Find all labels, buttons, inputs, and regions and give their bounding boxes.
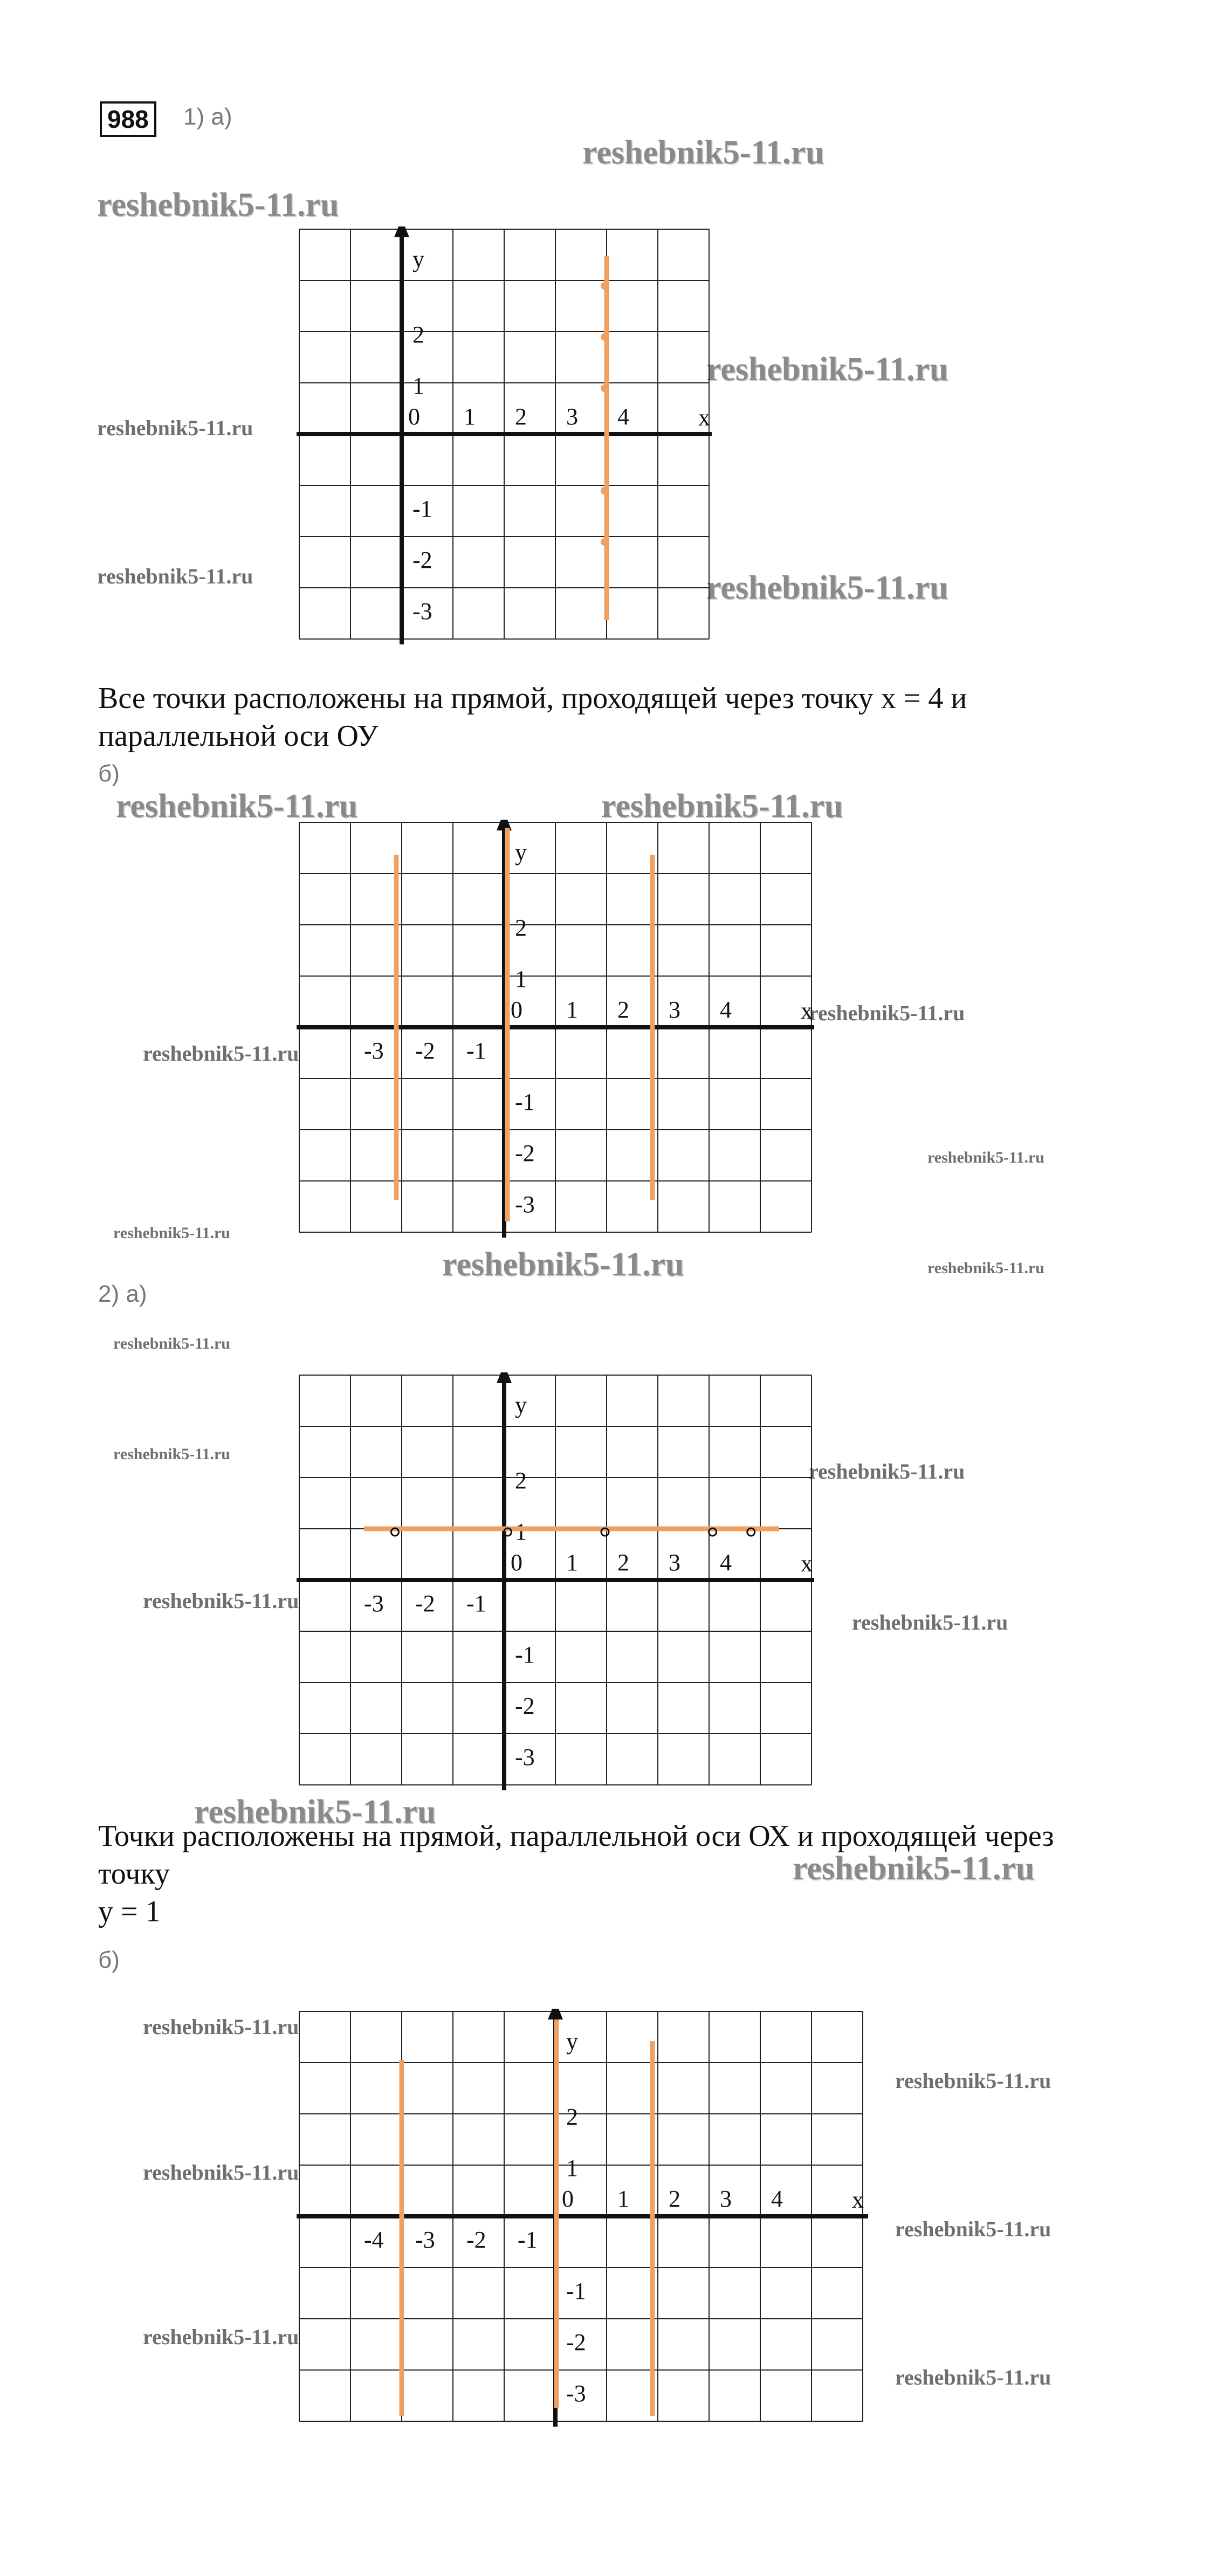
y-tick-label: -1 [412, 496, 432, 522]
y-tick-label: -1 [566, 2278, 586, 2304]
y-tick-label: -3 [566, 2380, 586, 2407]
x-axis-label: x [801, 1550, 813, 1577]
x-tick-label: 0 [408, 403, 420, 430]
watermark: reshebnik5-11.ru [143, 1041, 299, 1066]
x-tick-label: -1 [466, 1038, 486, 1064]
watermark: reshebnik5-11.ru [927, 1259, 1044, 1277]
graph-4 [297, 2009, 868, 2429]
x-tick-label: 0 [562, 2186, 574, 2212]
point [601, 487, 608, 494]
x-tick-label: -2 [415, 1590, 435, 1617]
watermark: reshebnik5-11.ru [97, 187, 339, 223]
part-2b-label: б) [98, 1947, 120, 1973]
watermark: reshebnik5-11.ru [116, 788, 358, 825]
x-tick-label: 2 [617, 997, 629, 1023]
y-tick-label: 2 [515, 1467, 527, 1494]
y-axis-arrow [548, 2009, 563, 2019]
y-tick-label: 1 [515, 966, 527, 992]
x-tick-label: 1 [617, 2186, 629, 2212]
y-axis-label: y [566, 2028, 578, 2055]
watermark: reshebnik5-11.ru [809, 1001, 965, 1025]
watermark: reshebnik5-11.ru [895, 2217, 1051, 2241]
watermark: reshebnik5-11.ru [706, 569, 948, 606]
part-1b-label: б) [98, 760, 120, 787]
watermark: reshebnik5-11.ru [601, 788, 843, 825]
x-tick-label: 3 [566, 403, 578, 430]
x-tick-label: 4 [771, 2186, 783, 2212]
y-axis-label: y [515, 839, 527, 865]
y-tick-label: -2 [515, 1693, 535, 1719]
graph-1 [297, 226, 712, 647]
watermark: reshebnik5-11.ru [194, 1794, 436, 1830]
watermark: reshebnik5-11.ru [97, 564, 253, 588]
x-tick-label: 2 [515, 403, 527, 430]
graph-2 [297, 820, 814, 1240]
y-tick-label: 2 [566, 2104, 578, 2130]
watermark: reshebnik5-11.ru [143, 1589, 299, 1613]
answer-text-1: Все точки расположены на прямой, проходящей через точку х = 4 и [98, 682, 967, 715]
point [601, 384, 608, 392]
x-tick-label: -3 [415, 2227, 435, 2253]
y-tick-label: -2 [566, 2329, 586, 2355]
x-tick-label: 4 [617, 403, 629, 430]
x-tick-label: -2 [415, 1038, 435, 1064]
answer-text-2b: точку [98, 1857, 170, 1891]
watermark: reshebnik5-11.ru [582, 134, 824, 171]
x-tick-label: -3 [364, 1590, 384, 1617]
y-axis-label: y [515, 1392, 527, 1418]
x-tick-label: -3 [364, 1038, 384, 1064]
watermark: reshebnik5-11.ru [895, 2069, 1051, 2093]
x-tick-label: 3 [720, 2186, 732, 2212]
x-tick-label: 3 [669, 997, 680, 1023]
y-axis-label: y [412, 246, 424, 272]
watermark: reshebnik5-11.ru [852, 1610, 1008, 1634]
x-tick-label: 1 [566, 997, 578, 1023]
y-tick-label: -3 [515, 1191, 535, 1218]
x-tick-label: 4 [720, 997, 732, 1023]
y-axis-arrow [394, 226, 409, 237]
y-tick-label: -1 [515, 1641, 535, 1668]
y-tick-label: -3 [515, 1744, 535, 1770]
y-tick-label: -3 [412, 598, 432, 624]
x-tick-label: -4 [364, 2227, 384, 2253]
x-tick-label: -2 [466, 2227, 486, 2253]
watermark: reshebnik5-11.ru [143, 2325, 299, 2349]
watermark: reshebnik5-11.ru [809, 1459, 965, 1483]
y-axis-arrow [497, 1372, 512, 1383]
problem-number: 988 [100, 101, 156, 137]
x-axis-label: x [801, 998, 813, 1024]
x-axis-label: x [698, 404, 710, 431]
x-tick-label: 2 [669, 2186, 680, 2212]
watermark: reshebnik5-11.ru [143, 2160, 299, 2185]
y-tick-label: -2 [412, 547, 432, 573]
part-2a-label: 2) а) [98, 1281, 147, 1307]
y-tick-label: -1 [515, 1089, 535, 1115]
y-tick-label: 1 [566, 2155, 578, 2181]
watermark: reshebnik5-11.ru [793, 1850, 1035, 1887]
watermark: reshebnik5-11.ru [442, 1246, 684, 1283]
watermark: reshebnik5-11.ru [706, 351, 948, 388]
x-tick-label: 0 [511, 1549, 522, 1576]
x-tick-label: -1 [518, 2227, 538, 2253]
point [601, 333, 608, 341]
x-tick-label: 1 [464, 403, 476, 430]
watermark: reshebnik5-11.ru [113, 1224, 230, 1242]
y-tick-label: 1 [412, 373, 424, 399]
answer-text-2: Точки расположены на прямой, параллельной оси ОХ и проходящей через [98, 1819, 1054, 1853]
watermark: reshebnik5-11.ru [143, 2015, 299, 2039]
graph-3 [297, 1372, 814, 1793]
point [601, 538, 608, 546]
x-tick-label: 3 [669, 1549, 680, 1576]
watermark: reshebnik5-11.ru [113, 1445, 230, 1463]
x-axis-label: x [852, 2187, 864, 2213]
x-tick-label: 4 [720, 1549, 732, 1576]
x-tick-label: 1 [566, 1549, 578, 1576]
y-tick-label: 2 [412, 321, 424, 348]
x-tick-label: 2 [617, 1549, 629, 1576]
answer-text-2c: у = 1 [98, 1895, 161, 1928]
y-tick-label: -2 [515, 1140, 535, 1166]
watermark: reshebnik5-11.ru [113, 1335, 230, 1352]
answer-text-1b: параллельной оси ОУ [98, 719, 379, 753]
watermark: reshebnik5-11.ru [97, 416, 253, 440]
watermark: reshebnik5-11.ru [895, 2365, 1051, 2389]
part-1a-label: 1) а) [183, 104, 232, 130]
x-tick-label: -1 [466, 1590, 486, 1617]
watermark: reshebnik5-11.ru [927, 1149, 1044, 1166]
y-tick-label: 1 [515, 1519, 527, 1545]
point [601, 282, 608, 290]
x-tick-label: 0 [511, 997, 522, 1023]
y-tick-label: 2 [515, 915, 527, 941]
